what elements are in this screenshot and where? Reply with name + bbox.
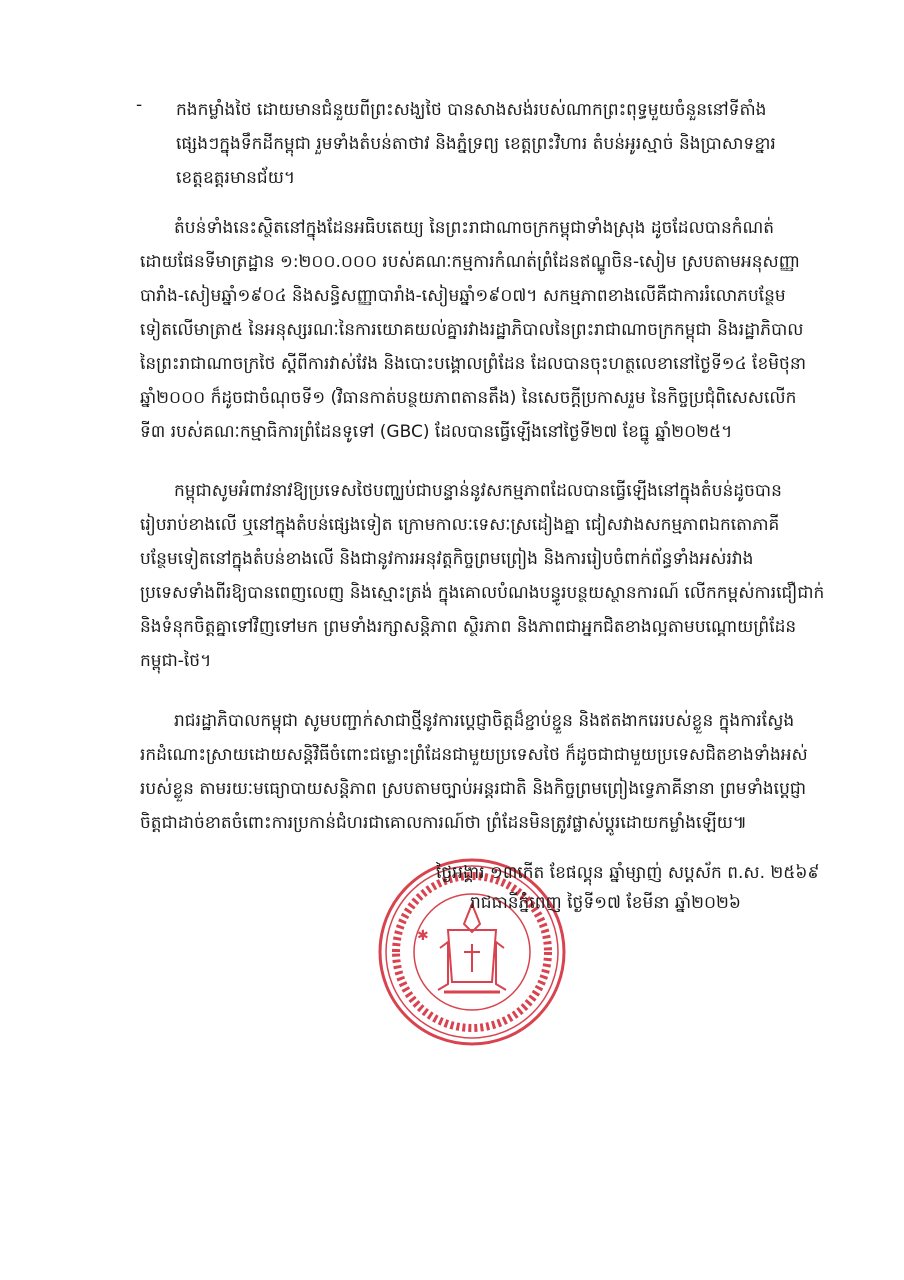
paragraph-line: ដោយផែនទីមាត្រដ្ឋាន ១:២០០.០០០ របស់គណៈកម្មការកំណត់ព្រំដែនឥណ្ឌូចិន-សៀម ស្របតាមអនុសញ្ញា [140, 252, 800, 272]
lunar-date: ថ្ងៃអង្គារ ១៣កើត ខែផល្គុន ឆ្នាំម្សាញ់ សប្តស័ក ព.ស. ២៥៦៩ [436, 863, 820, 883]
solar-date: រាជធានីភ្នំពេញ ថ្ងៃទី១៧ ខែមីនា ឆ្នាំ២០២៦ [470, 893, 741, 913]
paragraph-line: បន្ថែមទៀតនៅក្នុងតំបន់ខាងលើ និងជានូវការអនុវត្តកិច្ចព្រមព្រៀង និងការរៀបចំពាក់ព័ន្ធទាំងអស់រវាង [140, 549, 754, 569]
paragraph-line: របស់ខ្លួន តាមរយៈមធ្យោបាយសន្តិភាព ស្របតាមច្បាប់អន្តរជាតិ និងកិច្ចព្រមព្រៀងទ្វេភាគីនានា ព្រមទាំងប្តេជ្ញា [140, 779, 807, 799]
paragraph-line: រកដំណោះស្រាយដោយសន្តិវិធីចំពោះជម្លោះព្រំដែនជាមួយប្រទេសថៃ ក៏ដូចជាជាមួយប្រទេសជិតខាងទាំងអស់ [140, 745, 808, 765]
bullet-line: កងកម្លាំងថៃ ដោយមានជំនួយពីព្រះសង្ឃថៃ បានសាងសង់របស់ណាកព្រះពុទ្ធមួយចំនួននៅទីតាំង [176, 100, 767, 120]
bullet-dash: - [136, 95, 143, 115]
paragraph-line: ឆ្នាំ២០០០ ក៏ដូចជាចំណុចទី១ (វិធានកាត់បន្ថយភាពតានតឹង) នៃសេចក្តីប្រកាសរួម នៃកិច្ចប្រជុំពិសេសលើក [140, 388, 797, 408]
bullet-item [136, 95, 780, 195]
paragraph-line: ចិត្តជាដាច់ខាតចំពោះការប្រកាន់ជំហរជាគោលការណ៍ថា ព្រំដែនមិនត្រូវផ្លាស់ប្តូរដោយកម្លាំងឡើយ៕ [140, 813, 748, 833]
paragraph-1 [140, 213, 807, 453]
paragraph-line: រាជរដ្ឋាភិបាលកម្ពុជា សូមបញ្ជាក់សាជាថ្មីនូវការប្តេជ្ញាចិត្តដ៏ខ្ជាប់ខ្ជួន និងឥតងាករេរបស់ខ្លួន ក្នុងការស្វែង [174, 711, 795, 731]
paragraph-line: និងទំនុកចិត្តគ្នាទៅវិញទៅមក ព្រមទាំងរក្សាសន្តិភាព ស្ថិរភាព និងភាពជាអ្នកជិតខាងល្អតាមបណ្តោយព្រំដែន [140, 617, 797, 637]
paragraph-line: ប្រទេសទាំងពីរឱ្យបានពេញលេញ និងស្មោះត្រង់ ក្នុងគោលបំណងបន្ធូរបន្ថយស្ថានការណ៍ លើកកម្ពស់ការជឿជាក់ [140, 583, 825, 603]
paragraph-3 [140, 706, 808, 846]
paragraph-line: ទៀតលើមាត្រា៥ នៃអនុស្សរណៈនៃការយោគយល់គ្នារវាងរដ្ឋាភិបាលនៃព្រះរាជាណាចក្រកម្ពុជា និងរដ្ឋាភិបាល [140, 320, 804, 340]
paragraph-2 [140, 476, 825, 686]
paragraph-line: រៀបរាប់ខាងលើ ឬនៅក្នុងតំបន់ផ្សេងទៀត ក្រោមកាលៈទេសៈស្រដៀងគ្នា ជៀសវាងសកម្មភាពឯកតោភាគី [140, 515, 780, 535]
bullet-line: ផ្សេងៗក្នុងទឹកដីកម្ពុជា រួមទាំងតំបន់តាថាវ និងភ្នំទ្រព្យ ខេត្តព្រះវិហារ តំបន់អូរស្មាច់ និងប្រាសាទខ្នារ [176, 134, 776, 154]
paragraph-line: បារាំង-សៀមឆ្នាំ១៩០៤ និងសន្ធិសញ្ញាបារាំង-សៀមឆ្នាំ១៩០៧។ សកម្មភាពខាងលើគឺជាការរំលោភបន្ថែម [140, 286, 786, 306]
paragraph-line: តំបន់ទាំងនេះស្ថិតនៅក្នុងដែនអធិបតេយ្យ នៃព្រះរាជាណាចក្រកម្ពុជាទាំងស្រុង ដូចដែលបានកំណត់ [174, 218, 775, 238]
bullet-line: ខេត្តឧត្តរមានជ័យ។ [176, 168, 296, 188]
paragraph-line: កម្ពុជាសូមអំពាវនាវឱ្យប្រទេសថៃបញ្ឈប់ជាបន្ទាន់នូវសកម្មភាពដែលបានធ្វើឡើងនៅក្នុងតំបន់ដូចបាន [174, 481, 782, 501]
seal-star-icon: ✱ [417, 928, 429, 944]
paragraph-line: ទី៣ របស់គណៈកម្មាធិការព្រំដែនទូទៅ (GBC) ដែលបានធ្វើឡើងនៅថ្ងៃទី២៧ ខែធ្នូ ឆ្នាំ២០២៥។ [140, 422, 733, 442]
paragraph-line: នៃព្រះរាជាណាចក្រថៃ ស្តីពីការវាស់វែង និងបោះបង្គោលព្រំដែន ដែលបានចុះហត្ថលេខានៅថ្ងៃទី១៤ ខែមិថុនា [140, 354, 807, 374]
paragraph-line: កម្ពុជា-ថៃ។ [140, 651, 212, 671]
